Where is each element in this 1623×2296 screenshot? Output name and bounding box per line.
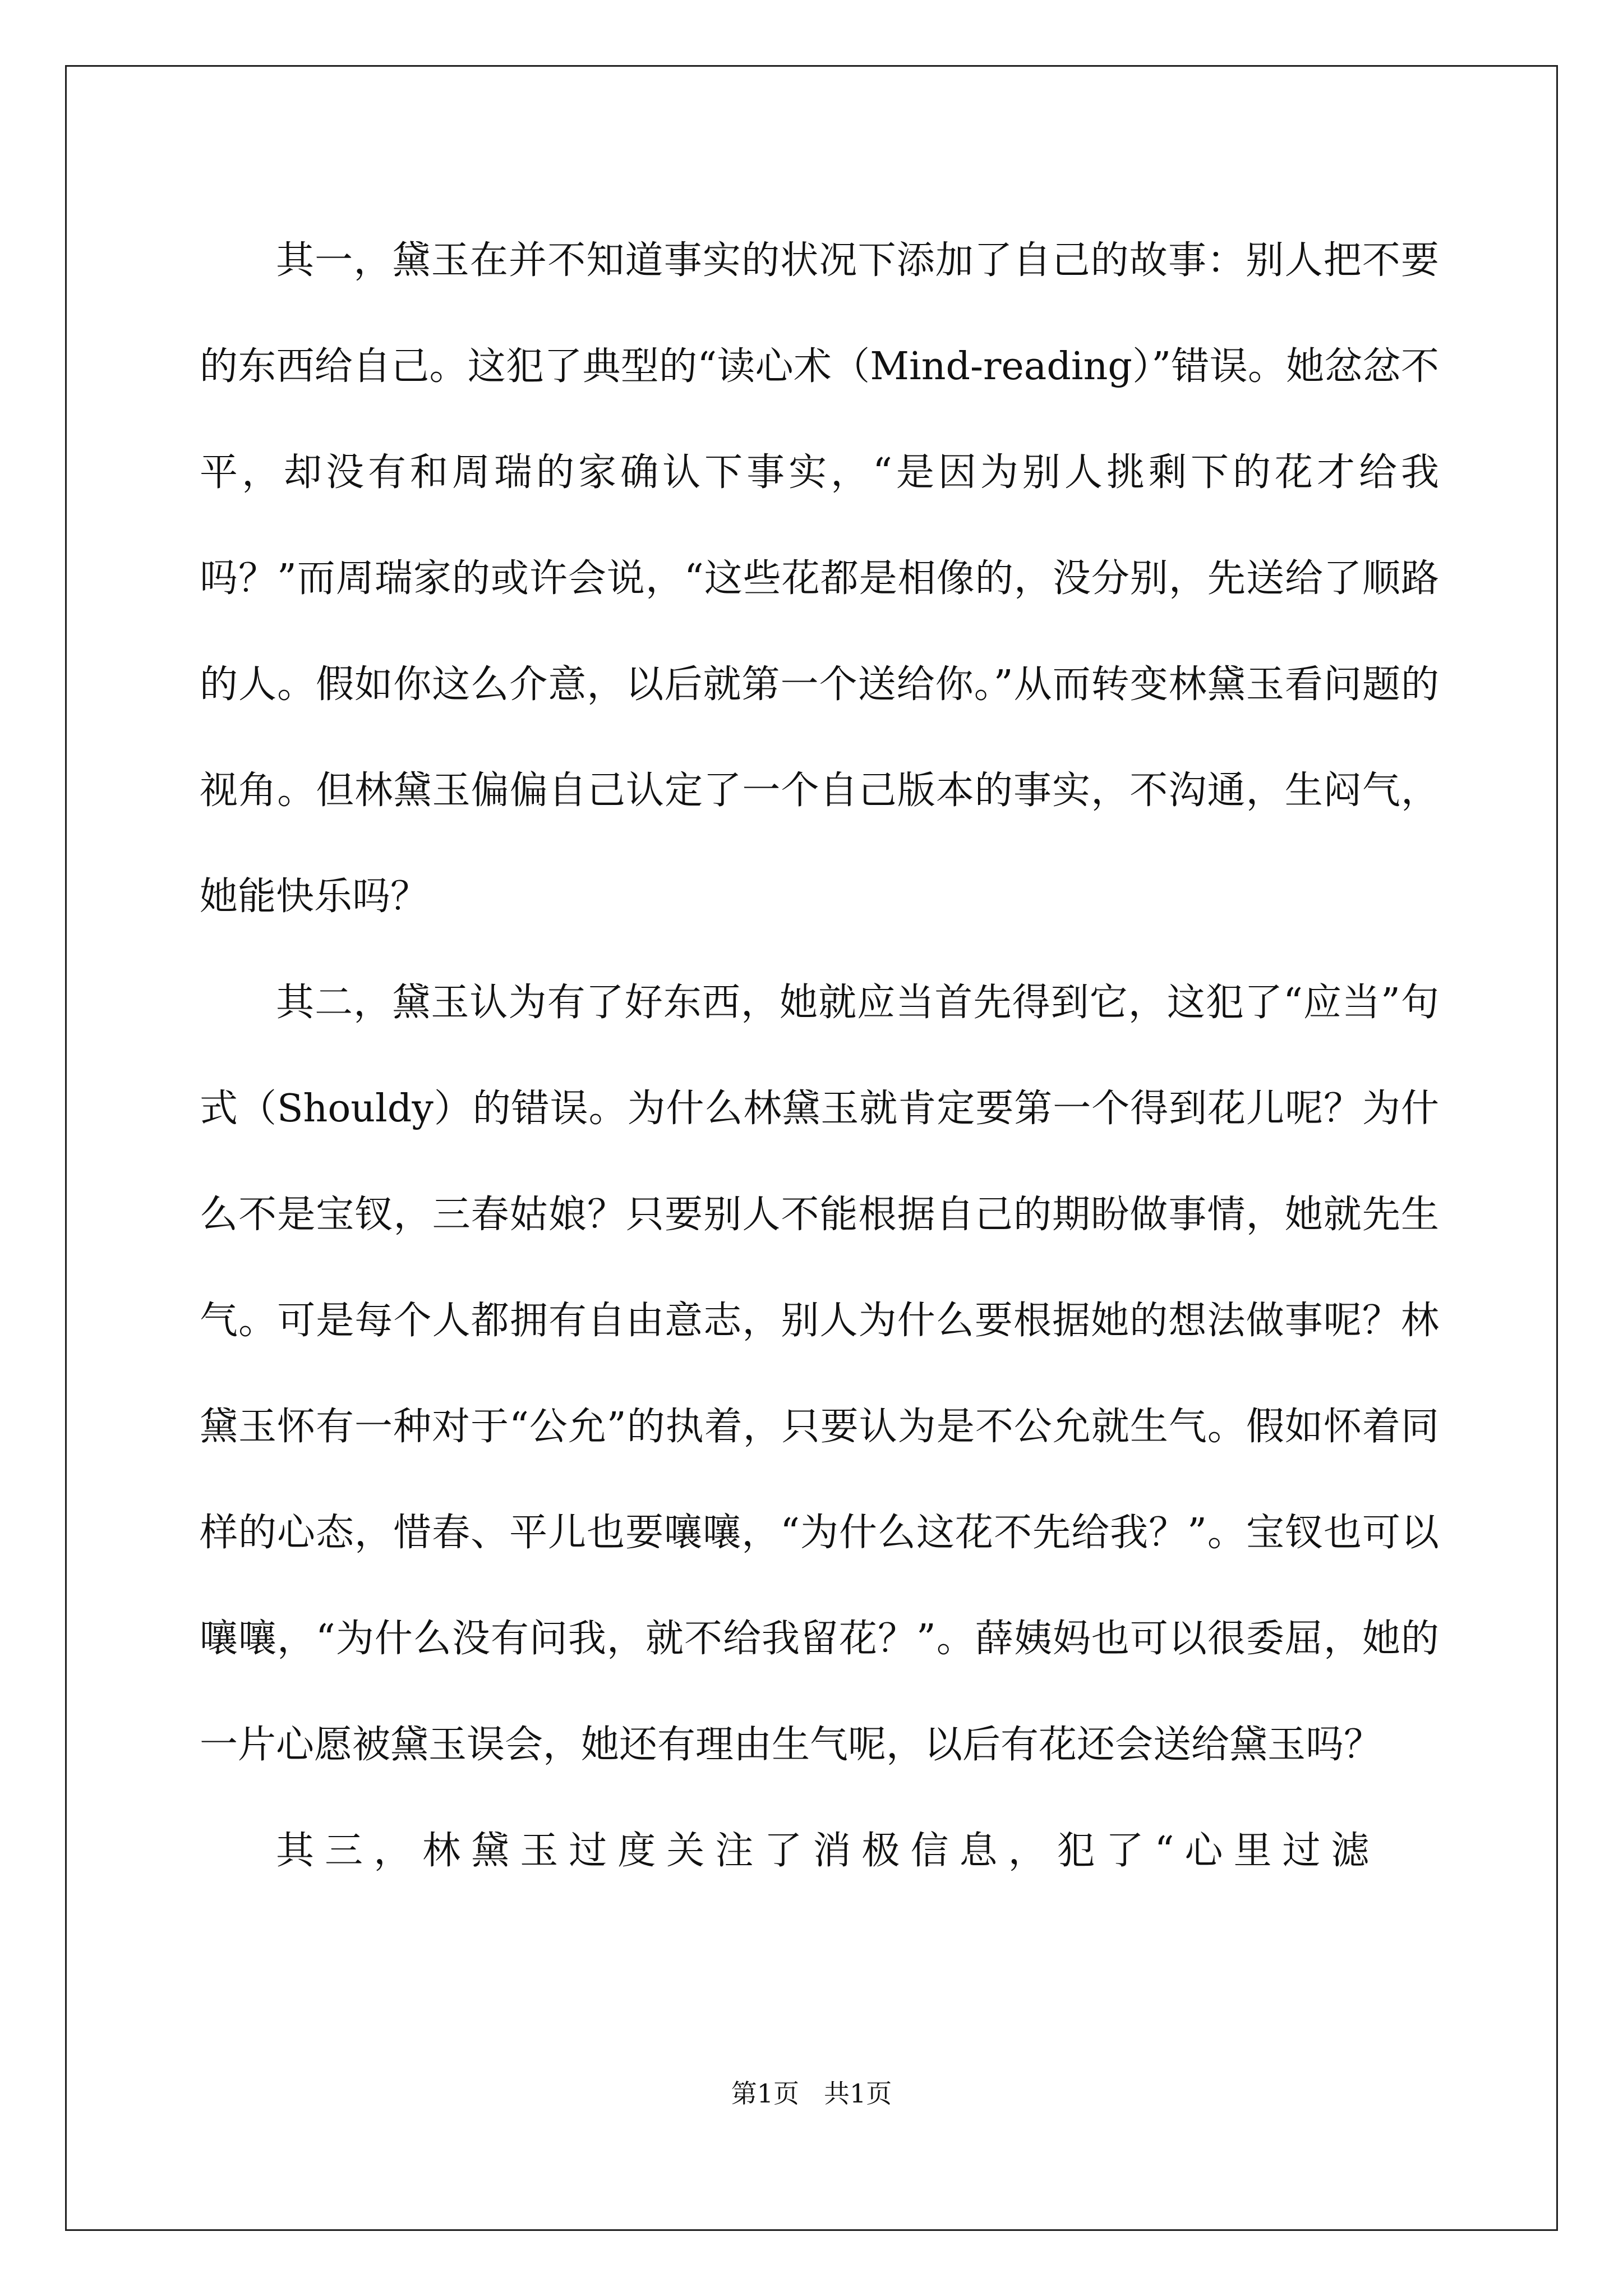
paragraph-2: 其二，黛玉认为有了好东西，她就应当首先得到它，这犯了“应当”句式（Shouldy）的错误。为什么林黛玉就肯定要第一个得到花儿呢？为什么不是宝钗，三春姑娘？只要别人不能根据自己的期盼做事情，她就先生气。可是每个人都拥有自由意志，别人为什么要根据她的想法做事呢？林黛玉怀有一种对于“公允”的执着，只要认为是不公允就生气。假如怀着同样的心态，惜春、平儿也要嚷嚷，“为什么这花不先给我？”。宝钗也可以嚷嚷，“为什么没有问我，就不给我留花？”。薛姨妈也可以很委屈，她的一片心愿被黛玉误会，她还有理由生气呢，以后有花还会送给黛玉吗？	[200, 981, 1439, 1767]
paragraph-3: 其三，林黛玉过度关注了消极信息，犯了“心里过滤	[276, 1829, 1380, 1873]
page-total: 共1页	[823, 2078, 892, 2109]
page-number: 第1页	[731, 2078, 800, 2109]
document-body	[200, 208, 1439, 1904]
page-footer	[0, 2073, 1623, 2110]
paragraph-1: 其一，黛玉在并不知道事实的状况下添加了自己的故事：别人把不要的东西给自己。这犯了典型的“读心术（Mind-reading）”错误。她忿忿不平，却没有和周瑞的家确认下事实，“是因为别人挑剩下的花才给我吗？”而周瑞家的或许会说，“这些花都是相像的，没分别，先送给了顺路的人。假如你这么介意，以后就第一个送给你。”从而转变林黛玉看问题的视角。但林黛玉偏偏自己认定了一个自己版本的事实，不沟通，生闷气，她能快乐吗？	[200, 238, 1439, 919]
